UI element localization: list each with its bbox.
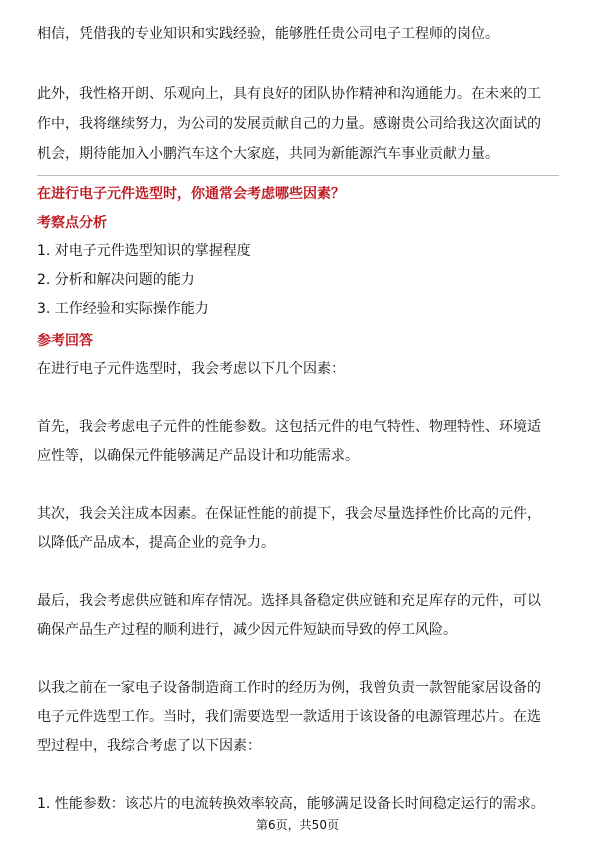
answer-second-line-1: 其次，我会关注成本因素。在保证性能的前提下，我会尽量选择性价比高的元件， [37,506,541,522]
intro-paragraph-2-line-1: 此外，我性格开朗、乐观向上，具有良好的团队协作精神和沟通能力。在未来的工 [37,86,541,102]
intro-paragraph-2-line-2: 作中，我将继续努力，为公司的发展贡献自己的力量。感谢贵公司给我这次面试的 [37,116,541,132]
example-line-3: 型过程中，我综合考虑了以下因素： [37,738,261,754]
analysis-item-3: 3. 工作经验和实际操作能力 [37,301,209,317]
answer-heading: 参考回答 [37,333,93,349]
answer-first-line-2: 应性等，以确保元件能够满足产品设计和功能需求。 [37,448,359,464]
example-line-2: 电子元件选型工作。当时，我们需要选型一款适用于该设备的电源管理芯片。在选 [37,709,541,725]
answer-intro: 在进行电子元件选型时，我会考虑以下几个因素： [37,361,345,377]
section-divider [37,175,559,176]
page-number: 第6页，共50页 [256,818,339,832]
answer-first-line-1: 首先，我会考虑电子元件的性能参数。这包括元件的电气特性、物理特性、环境适 [37,419,541,435]
intro-paragraph-1: 相信，凭借我的专业知识和实践经验，能够胜任贵公司电子工程师的岗位。 [37,26,499,42]
analysis-item-2: 2. 分析和解决问题的能力 [37,272,195,288]
answer-second-line-2: 以降低产品成本，提高企业的竞争力。 [37,535,275,551]
example-point-1: 1. 性能参数：该芯片的电流转换效率较高，能够满足设备长时间稳定运行的需求。 [37,796,545,812]
question-title: 在进行电子元件选型时，你通常会考虑哪些因素？ [37,186,345,202]
example-line-1: 以我之前在一家电子设备制造商工作时的经历为例，我曾负责一款智能家居设备的 [37,680,541,696]
answer-last-line-1: 最后，我会考虑供应链和库存情况。选择具备稳定供应链和充足库存的元件，可以 [37,593,541,609]
analysis-item-1: 1. 对电子元件选型知识的掌握程度 [37,243,251,259]
intro-paragraph-2-line-3: 机会，期待能加入小鹏汽车这个大家庭，共同为新能源汽车事业贡献力量。 [37,146,499,162]
analysis-heading: 考察点分析 [37,215,107,231]
answer-last-line-2: 确保产品生产过程的顺利进行，减少因元件短缺而导致的停工风险。 [37,622,457,638]
